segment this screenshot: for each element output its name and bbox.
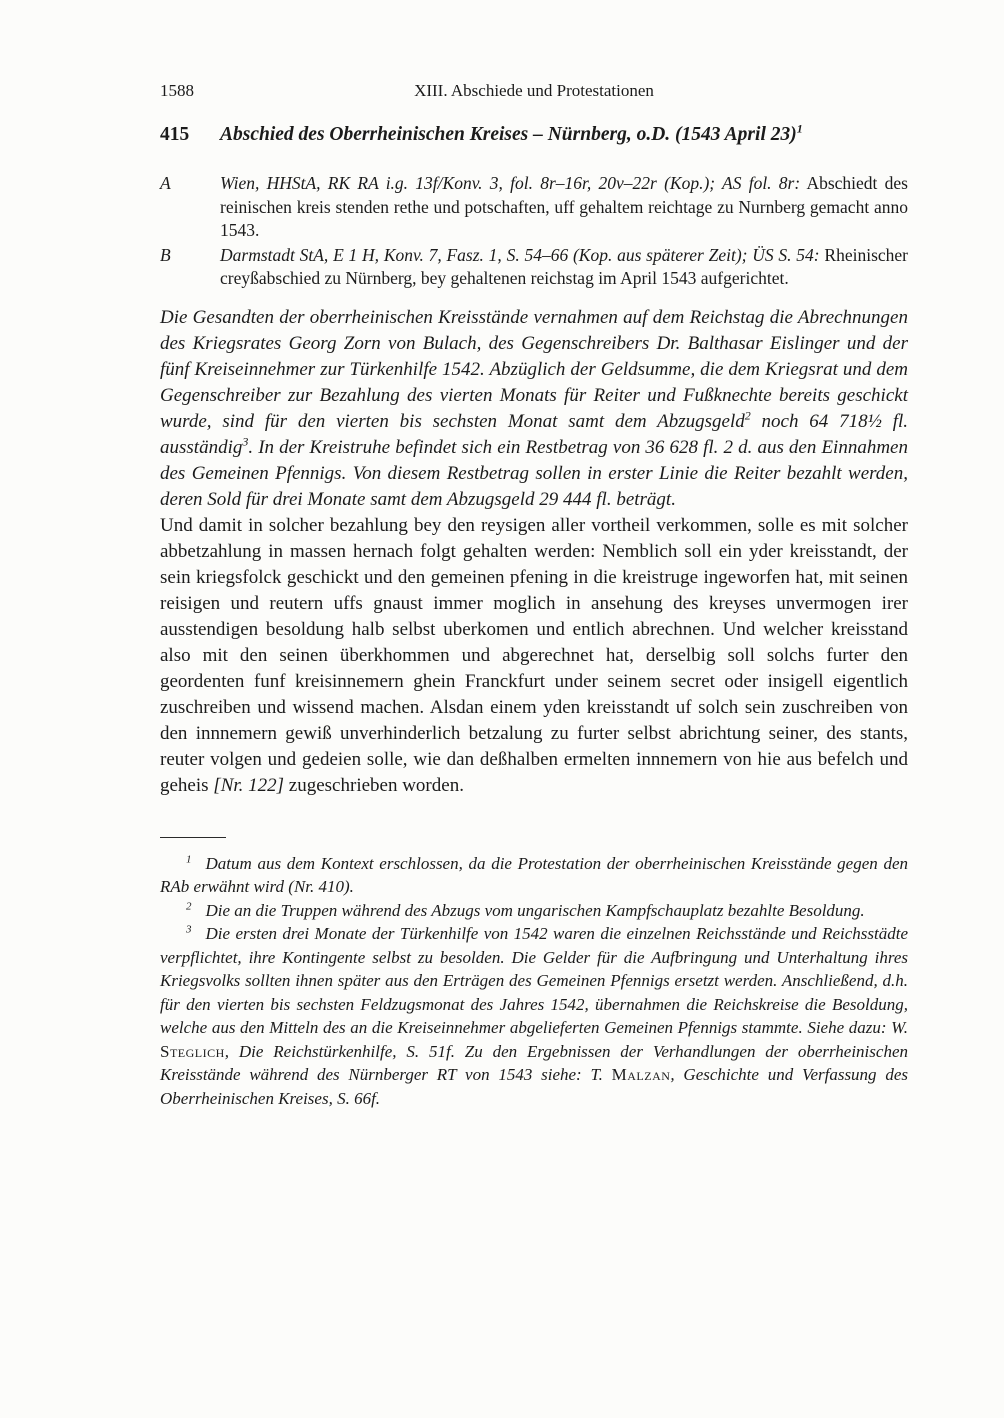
author-name-steglich: Steglich bbox=[160, 1041, 225, 1061]
author-name-malzan: Malzan bbox=[611, 1065, 671, 1084]
running-head: XIII. Abschiede und Protestationen bbox=[414, 81, 654, 100]
summary-text-1: Die Gesandten der oberrheinischen Kreisstände vernahmen auf dem Reichstag die Abrechnungen des Kriegsrates Georg Zorn von Bulach, des Gegenschreibers Dr. Balthasar Eislinger und der fünf Kreiseinnehmer zur Türkenhilfe 1542. Abzüglich der Geldsumme, die dem Kriegsrat und dem Gegenschreiber zur Bezahlung des vierten Monats für Reiter und Fußknechte bereits geschickt wurde, sind für den vierten bis sechsten Monat samt dem Abzugsgeld bbox=[160, 306, 908, 432]
source-list bbox=[160, 172, 908, 291]
source-entry-a bbox=[160, 172, 908, 243]
footnote-number-1: 1 bbox=[186, 852, 192, 865]
footnote-ref-1: 1 bbox=[796, 121, 803, 136]
source-text-b bbox=[220, 244, 908, 291]
summary-text-2: noch 64 718½ fl. ausständig bbox=[160, 410, 909, 458]
source-description-b: Rheinischer creyßabschied zu Nürnberg, bey gehaltenen reichstag im April 1543 aufgerichtet. bbox=[220, 244, 908, 288]
page-header bbox=[160, 80, 908, 102]
main-text-paragraph bbox=[160, 513, 908, 799]
document-number: 415 bbox=[160, 124, 190, 145]
footnote-2-text: Die an die Truppen während des Abzugs vom ungarischen Kampfschauplatz bezahlte Besoldung. bbox=[205, 900, 865, 920]
summary-text-3: . In der Kreistruhe befindet sich ein Restbetrag von 36 628 fl. 2 d. aus den Einnahmen des Gemeinen Pfennigs. Von diesem Restbetrag sollen in erster Linie die Reiter bezahlt werden, deren Sold für drei Monate samt dem Abzugsgeld 29 444 fl. beträgt. bbox=[160, 436, 908, 510]
footnote-number-3: 3 bbox=[186, 923, 192, 936]
footnote-separator bbox=[160, 837, 226, 838]
source-entry-b bbox=[160, 244, 908, 291]
document-title bbox=[220, 122, 908, 148]
editorial-reference: [Nr. 122] bbox=[213, 774, 285, 796]
footnote-3 bbox=[160, 922, 908, 1110]
document-heading bbox=[160, 122, 908, 148]
footnote-ref-3: 3 bbox=[242, 434, 249, 449]
footnote-1 bbox=[160, 852, 908, 899]
main-text-1: Und damit in solcher bezahlung bey den reysigen aller vortheil verkommen, solle es mit solcher abbetzahlung in massen hernach folgt gehalten werden: Nemblich soll ein yder kreisstandt, der sein kriegsfolck geschickt und den gemeinen pfening in die kreistruge ingeworfen hat, mit seinen reisigen und reutern uffs gnaust immer moglich in ansehung des kreyses unvermogen irer ausstendigen besoldung halb selbst uberkomen und entlich abrechnen. Und welcher kreisstand also mit den seinen überkhommen und abgerechnet hat, derselbig soll solchs furter den geordenten funf kreisinnemern ghein Franckfurt under seinem secret oder insigell eigentlich zuschreiben und wissend machen. Alsdan einem yden kreisstandt uf solch sein zuschreiben von den innnemern gewiß unverhinderlich betzalung zu furter selbst abrichtung seiner, des stants, reuter volgen und gedeien solle, wie dan deßhalben ermelten innnemern von hie aus befelch und geheis bbox=[160, 514, 908, 796]
footnote-1-text: Datum aus dem Kontext erschlossen, da die Protestation der oberrheinischen Kreisstände gegen den RAb erwähnt wird (Nr. 410). bbox=[160, 853, 908, 896]
footnote-number-2: 2 bbox=[186, 899, 192, 912]
main-text-2: zugeschrieben worden. bbox=[284, 774, 464, 796]
footnote-3-text-2: , Die Reichstürkenhilfe, S. 51f. Zu den Ergebnissen der Verhandlungen der oberrheinischen Kreisstände während des Nürnberger RT von 1543 siehe: T. bbox=[160, 1041, 908, 1084]
source-reference-a: Wien, HHStA, RK RA i.g. 13f/Konv. 3, fol. 8r–16r, 20v–22r (Kop.); AS fol. 8r: bbox=[220, 173, 801, 193]
source-description-a: Abschiedt des reinischen kreis stenden rethe und potschaften, uff gehaltem reichtage zu Nurnberg gemacht anno 1543. bbox=[220, 173, 908, 240]
source-label-a: A bbox=[160, 173, 171, 193]
footnote-3-text-3: , Geschichte und Verfassung des Oberrheinischen Kreises, S. 66f. bbox=[160, 1065, 908, 1108]
footnote-2 bbox=[160, 899, 908, 923]
source-label-b: B bbox=[160, 244, 171, 265]
page-number: 1588 bbox=[160, 81, 194, 100]
footnote-3-text-1: Die ersten drei Monate der Türkenhilfe von 1542 waren die einzelnen Reichsstände und Reichsstädte verpflichtet, ihre Kontingente selbst zu besolden. Die Gelder für die Aufbringung und Unterhaltung ihres Kriegsvolks sollten ihnen später aus den Erträgen des Gemeinen Pfennigs ersetzt werden. Anschließend, d.h. für den vierten bis sechsten Feldzugsmonat des Jahres 1542, übernahmen die Reichskreise die Besoldung, welche aus den Mitteln des an die Kreiseinnehmer abgelieferten Gemeinen Pfennigs stammte. Siehe dazu: W. bbox=[160, 924, 908, 1037]
footnotes-section bbox=[160, 852, 908, 1111]
source-text-a bbox=[220, 172, 908, 243]
source-reference-b: Darmstadt StA, E 1 H, Konv. 7, Fasz. 1, S. 54–66 (Kop. aus späterer Zeit); ÜS S. 54: bbox=[220, 244, 820, 265]
summary-paragraph bbox=[160, 305, 908, 513]
document-title-text: Abschied des Oberrheinischen Kreises – Nürnberg, o.D. (1543 April 23) bbox=[220, 124, 797, 145]
footnote-ref-2: 2 bbox=[744, 408, 751, 423]
